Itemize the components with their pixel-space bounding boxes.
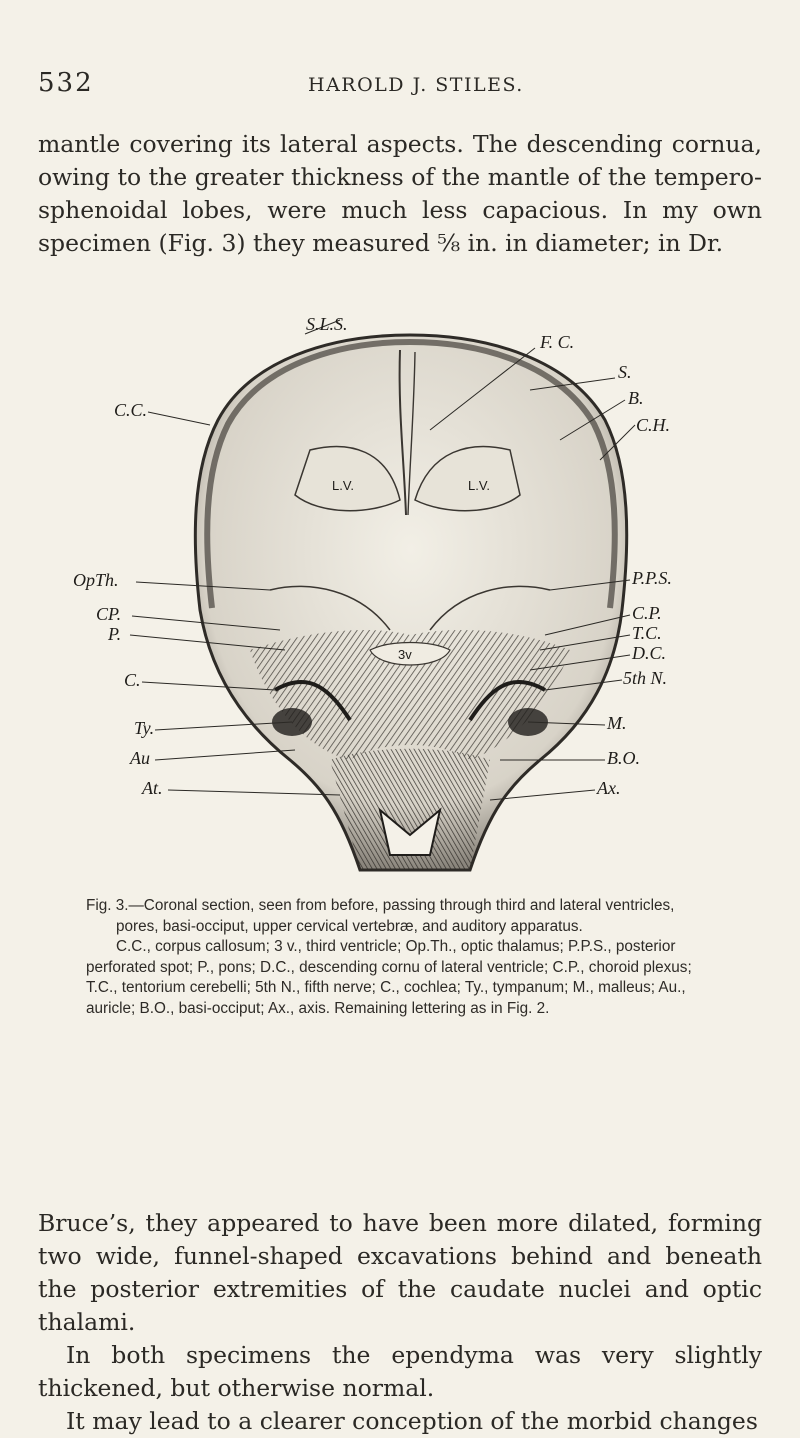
- label-cc: C.C.: [114, 400, 148, 420]
- label-ax: Ax.: [597, 778, 621, 798]
- label-lv-left: L.V.: [332, 478, 354, 493]
- label-at: At.: [142, 778, 163, 798]
- label-third-v: 3v: [398, 647, 412, 662]
- label-p: P.: [108, 624, 122, 644]
- paragraph-bottom: [38, 1207, 762, 1438]
- label-tc: T.C.: [632, 623, 662, 643]
- label-m: M.: [607, 713, 627, 733]
- figure-coronal-section: [70, 290, 750, 890]
- figure-caption: [86, 896, 720, 1019]
- label-cp-left: CP.: [96, 604, 122, 624]
- page-number: 532: [38, 68, 94, 98]
- running-head: HAROLD J. STILES.: [308, 74, 524, 96]
- paragraph-top: mantle covering its lateral aspects. The descending cornua, owing to the greater thickness of the mantle of the tempero-sphenoidal lobes, were much less capacious. In my own specimen (Fig. 3) they measured ⅝ in. in diameter; in Dr.: [38, 130, 762, 257]
- label-sls: S.L.S.: [306, 314, 348, 334]
- label-bo: B.O.: [607, 748, 640, 768]
- label-s: S.: [618, 362, 632, 382]
- label-opth: OpTh.: [73, 570, 119, 590]
- label-au: Au: [130, 748, 150, 768]
- coronal-section-illustration: [70, 290, 750, 890]
- label-pps: P.P.S.: [632, 568, 672, 588]
- paragraph-bottom-1: Bruce’s, they appeared to have been more dilated, forming two wide, funnel-shaped excavations behind and beneath the posterior extremities of the caudate nuclei and optic thalami.: [38, 1209, 762, 1336]
- label-cp-right: C.P.: [632, 603, 662, 623]
- caption-legend: C.C., corpus callosum; 3 v., third ventricle; Op.Th., optic thalamus; P.P.S., posterior perforated spot; P., pons; D.C., descending cornu of lateral ventricle; C.P., choroid plexus; T.C., tentorium cerebelli; 5th N., fifth nerve; C., cochlea; Ty., tympanum; M., malleus; Au., auricle; B.O., basi-occiput; Ax., axis. Remaining lettering as in Fig. 2.: [86, 938, 692, 1017]
- page-header: [38, 68, 762, 108]
- label-c: C.: [124, 670, 141, 690]
- caption-title: Fig. 3.—Coronal section, seen from before, passing through third and lateral ventricles, pores, basi-occiput, upper cervical vertebræ, and auditory apparatus.: [86, 897, 675, 935]
- paragraph-bottom-2: In both specimens the ependyma was very slightly thickened, but otherwise normal.: [38, 1341, 762, 1402]
- label-fifth-n: 5th N.: [623, 668, 668, 688]
- paragraph-bottom-3: It may lead to a clearer conception of the morbid changes: [66, 1407, 758, 1435]
- label-dc: D.C.: [632, 643, 667, 663]
- label-lv-right: L.V.: [468, 478, 490, 493]
- label-fc: F. C.: [540, 332, 575, 352]
- label-ty: Ty.: [134, 718, 155, 738]
- label-b: B.: [628, 388, 644, 408]
- label-ch: C.H.: [636, 415, 671, 435]
